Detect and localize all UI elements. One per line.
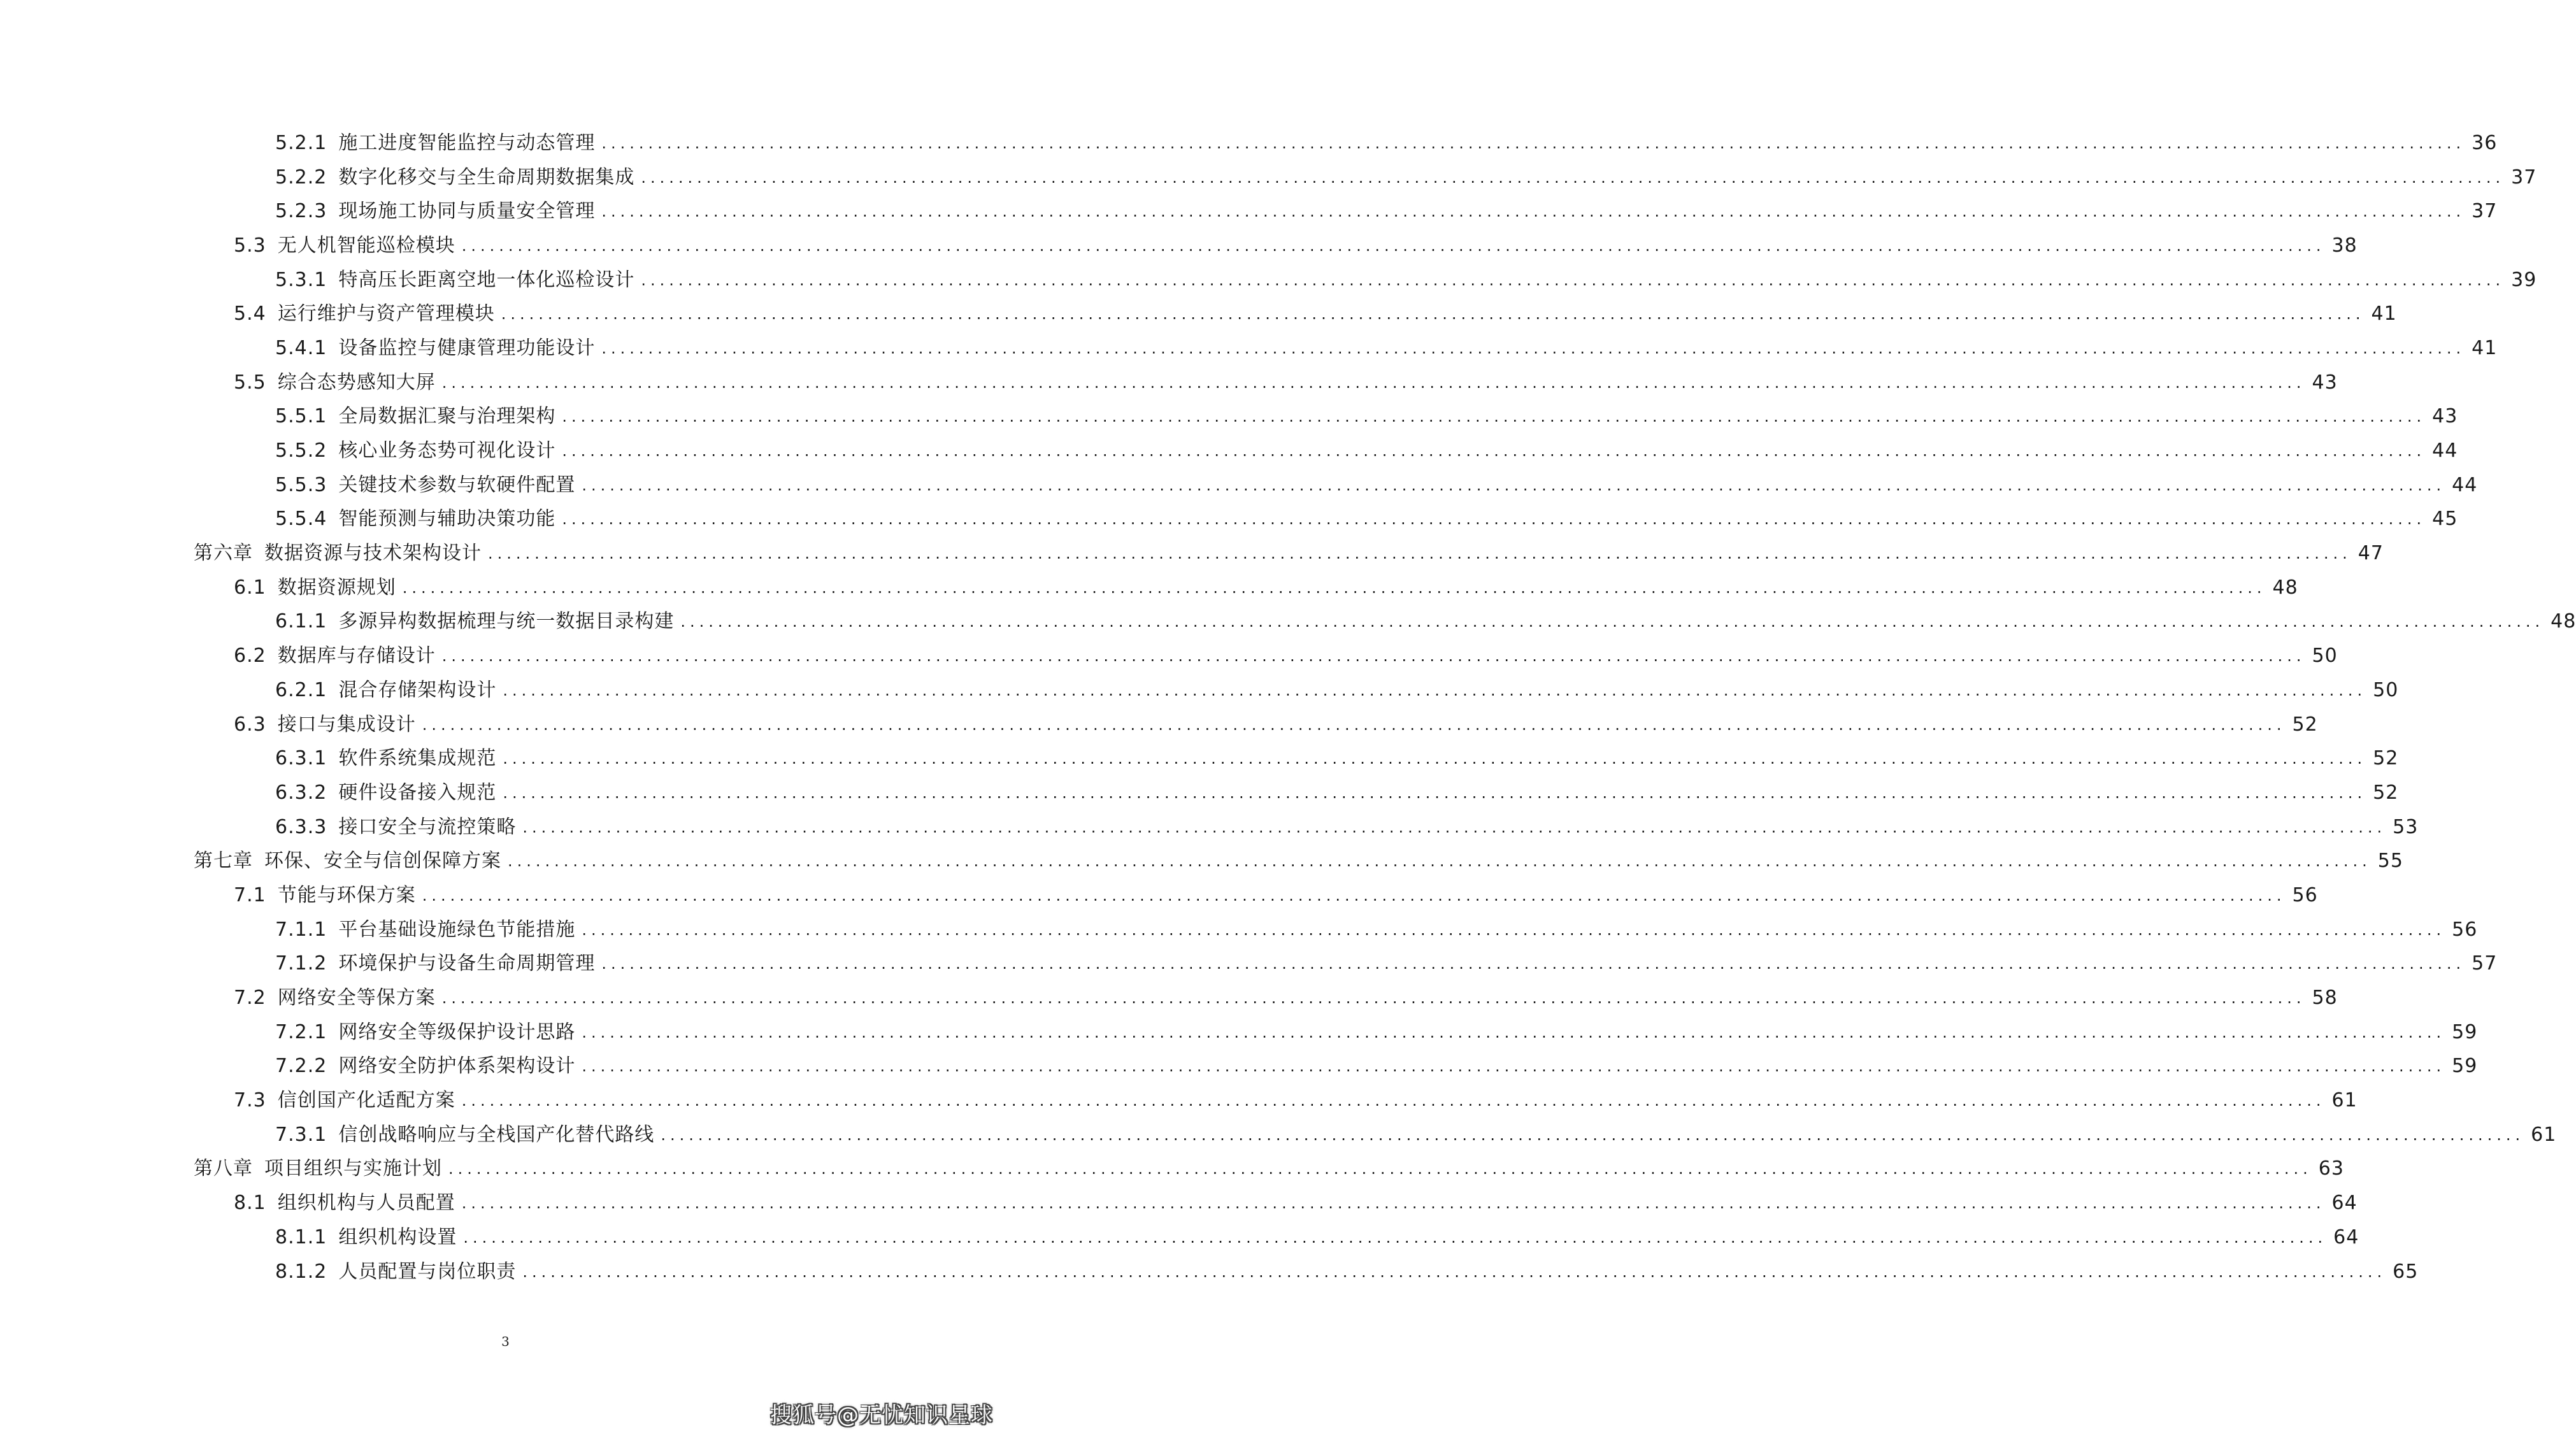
toc-entry-title: 软件系统集成规范 (338, 747, 497, 770)
toc-entry[interactable] (0, 1255, 2419, 1289)
toc-entry[interactable] (0, 1083, 2358, 1118)
toc-entry-title: 节能与环保方案 (277, 883, 416, 906)
toc-dot-leader: ........................................................................................................................................................................................................ (562, 408, 2426, 426)
toc-entry-page: 50 (2312, 645, 2338, 668)
toc-dot-leader: ........................................................................................................................................................................................................ (562, 442, 2426, 461)
toc-entry-page: 37 (2472, 200, 2498, 223)
table-of-contents (0, 126, 2576, 1289)
toc-entry-number: 第六章 (194, 542, 253, 565)
toc-entry-page: 61 (2531, 1123, 2557, 1146)
toc-entry-title: 全局数据汇聚与治理架构 (338, 405, 556, 428)
toc-entry[interactable] (0, 1050, 2478, 1084)
toc-entry[interactable] (0, 571, 2298, 605)
toc-entry[interactable] (0, 126, 2498, 161)
toc-entry-number: 5.2.1 (275, 131, 327, 154)
toc-entry-page: 47 (2358, 542, 2384, 565)
toc-entry-title: 组织机构与人员配置 (277, 1192, 455, 1215)
toc-entry-title: 数据资源规划 (277, 576, 396, 599)
toc-dot-leader: ........................................................................................................................................................................................................ (503, 783, 2367, 802)
toc-entry[interactable] (0, 263, 2537, 297)
toc-entry-title: 综合态势感知大屏 (277, 371, 436, 394)
toc-entry-number: 6.1.1 (275, 610, 327, 633)
toc-entry-title: 设备监控与健康管理功能设计 (338, 336, 596, 359)
toc-entry[interactable] (0, 913, 2478, 947)
toc-dot-leader: ........................................................................................................................................................................................................ (461, 1092, 2326, 1110)
toc-entry[interactable] (0, 878, 2318, 913)
toc-entry-number: 7.1.2 (275, 952, 327, 975)
toc-entry-number: 5.5.4 (275, 508, 327, 531)
toc-entry-page: 36 (2472, 131, 2498, 154)
toc-entry[interactable] (0, 229, 2358, 263)
toc-entry[interactable] (0, 503, 2458, 537)
toc-entry[interactable] (0, 1186, 2358, 1220)
toc-entry-title: 环保、安全与信创保障方案 (264, 850, 501, 873)
toc-entry-page: 39 (2511, 268, 2537, 291)
toc-entry-title: 现场施工协同与质量安全管理 (338, 200, 596, 223)
toc-entry-title: 组织机构设置 (338, 1226, 457, 1248)
toc-dot-leader: ........................................................................................................................................................................................................ (508, 852, 2372, 871)
toc-entry-page: 63 (2318, 1157, 2344, 1180)
toc-entry-page: 52 (2373, 781, 2399, 804)
toc-entry-page: 56 (2452, 918, 2478, 941)
toc-entry-page: 64 (2333, 1226, 2359, 1248)
toc-entry-title: 接口与集成设计 (277, 713, 416, 736)
toc-entry[interactable] (0, 331, 2498, 366)
toc-entry-number: 6.3 (234, 713, 266, 736)
toc-entry-page: 57 (2472, 952, 2498, 975)
toc-entry[interactable] (0, 810, 2419, 845)
toc-entry-title: 智能预测与辅助决策功能 (338, 508, 556, 531)
toc-entry-page: 48 (2272, 576, 2298, 599)
toc-dot-leader: ........................................................................................................................................................................................................ (461, 236, 2326, 255)
toc-entry-title: 接口安全与流控策略 (338, 815, 517, 838)
toc-entry[interactable] (0, 708, 2318, 742)
toc-dot-leader: ........................................................................................................................................................................................................ (601, 134, 2466, 152)
toc-entry-number: 5.5 (234, 371, 266, 394)
toc-entry-number: 6.3.3 (275, 815, 327, 838)
toc-entry-title: 特高压长距离空地一体化巡检设计 (338, 268, 635, 291)
toc-dot-leader: ........................................................................................................................................................................................................ (448, 1160, 2312, 1178)
toc-entry-number: 7.2.1 (275, 1020, 327, 1043)
toc-entry-page: 38 (2331, 234, 2358, 257)
toc-entry-page: 52 (2373, 747, 2399, 770)
toc-entry[interactable] (0, 194, 2498, 229)
toc-entry-title: 核心业务态势可视化设计 (338, 440, 556, 462)
toc-entry-number: 5.2.2 (275, 166, 327, 189)
toc-entry-number: 6.2 (234, 645, 266, 668)
toc-entry-number: 8.1.2 (275, 1260, 327, 1283)
toc-dot-leader: ........................................................................................................................................................................................................ (522, 818, 2387, 836)
toc-entry-number: 5.3 (234, 234, 266, 257)
toc-entry[interactable] (0, 1152, 2344, 1187)
toc-dot-leader: ........................................................................................................................................................................................................ (441, 373, 2306, 392)
toc-entry-page: 52 (2292, 713, 2318, 736)
toc-entry-page: 48 (2551, 610, 2576, 633)
toc-dot-leader: ........................................................................................................................................................................................................ (441, 647, 2306, 666)
toc-dot-leader: ........................................................................................................................................................................................................ (601, 955, 2466, 973)
toc-entry-title: 施工进度智能监控与动态管理 (338, 131, 596, 154)
toc-entry[interactable] (0, 1015, 2478, 1050)
toc-entry-title: 混合存储架构设计 (338, 678, 497, 701)
toc-entry-page: 55 (2377, 850, 2403, 873)
toc-dot-leader: ........................................................................................................................................................................................................ (463, 1228, 2328, 1247)
toc-entry[interactable] (0, 1220, 2359, 1255)
toc-dot-leader: ........................................................................................................................................................................................................ (422, 886, 2286, 904)
toc-entry-title: 信创战略响应与全栈国产化替代路线 (338, 1123, 655, 1146)
toc-dot-leader: ........................................................................................................................................................................................................ (582, 1057, 2446, 1076)
toc-entry[interactable] (0, 400, 2458, 434)
toc-entry-number: 7.3 (234, 1089, 266, 1112)
toc-entry-number: 5.2.3 (275, 200, 327, 223)
toc-entry-page: 44 (2452, 473, 2478, 496)
toc-dot-leader: ........................................................................................................................................................................................................ (522, 1262, 2387, 1281)
toc-entry-page: 61 (2331, 1089, 2358, 1112)
toc-entry-title: 多源异构数据梳理与统一数据目录构建 (338, 610, 675, 633)
toc-entry-number: 6.1 (234, 576, 266, 599)
toc-entry-number: 7.1 (234, 883, 266, 906)
toc-dot-leader: ........................................................................................................................................................................................................ (582, 920, 2446, 939)
toc-entry-number: 5.4 (234, 303, 266, 325)
toc-entry-title: 人员配置与岗位职责 (338, 1260, 517, 1283)
toc-entry[interactable] (0, 947, 2498, 982)
toc-entry-number: 7.2 (234, 987, 266, 1010)
toc-entry-title: 运行维护与资产管理模块 (277, 303, 495, 325)
toc-entry-title: 硬件设备接入规范 (338, 781, 497, 804)
toc-entry-number: 5.5.1 (275, 405, 327, 428)
toc-entry-title: 无人机智能巡检模块 (277, 234, 455, 257)
toc-entry-page: 43 (2432, 405, 2458, 428)
toc-entry-page: 44 (2432, 440, 2458, 462)
toc-entry-page: 41 (2371, 303, 2397, 325)
toc-dot-leader: ........................................................................................................................................................................................................ (503, 681, 2367, 699)
toc-entry-number: 6.3.2 (275, 781, 327, 804)
toc-entry-page: 59 (2452, 1020, 2478, 1043)
watermark: 搜狐号@无忧知识星球 (770, 1403, 993, 1428)
toc-entry[interactable] (0, 1118, 2557, 1152)
toc-entry-page: 53 (2393, 815, 2419, 838)
toc-entry-title: 平台基础设施绿色节能措施 (338, 918, 576, 941)
toc-entry[interactable] (0, 741, 2399, 776)
toc-entry-page: 45 (2432, 508, 2458, 531)
toc-entry-page: 65 (2393, 1260, 2419, 1283)
toc-entry-number: 7.2.2 (275, 1055, 327, 1078)
toc-entry-title: 数据资源与技术架构设计 (264, 542, 482, 565)
toc-entry[interactable] (0, 776, 2399, 810)
toc-entry-number: 5.5.2 (275, 440, 327, 462)
toc-dot-leader: ........................................................................................................................................................................................................ (422, 715, 2286, 734)
toc-dot-leader: ........................................................................................................................................................................................................ (503, 750, 2367, 768)
toc-entry-page: 59 (2452, 1055, 2478, 1078)
toc-entry[interactable] (0, 468, 2478, 503)
toc-dot-leader: ........................................................................................................................................................................................................ (601, 339, 2466, 357)
toc-entry[interactable] (0, 673, 2399, 708)
toc-dot-leader: ........................................................................................................................................................................................................ (680, 613, 2545, 631)
toc-entry[interactable] (0, 366, 2338, 400)
toc-entry-page: 41 (2472, 336, 2498, 359)
toc-dot-leader: ........................................................................................................................................................................................................ (582, 476, 2446, 494)
toc-entry[interactable] (0, 161, 2537, 195)
toc-dot-leader: ........................................................................................................................................................................................................ (441, 989, 2306, 1008)
toc-dot-leader: ........................................................................................................................................................................................................ (562, 510, 2426, 529)
toc-entry-page: 58 (2312, 987, 2338, 1010)
toc-entry-number: 6.2.1 (275, 678, 327, 701)
toc-entry-page: 43 (2312, 371, 2338, 394)
toc-dot-leader: ........................................................................................................................................................................................................ (501, 305, 2365, 324)
toc-entry-title: 网络安全等级保护设计思路 (338, 1020, 576, 1043)
toc-dot-leader: ........................................................................................................................................................................................................ (661, 1126, 2525, 1144)
toc-entry-title: 网络安全防护体系架构设计 (338, 1055, 576, 1078)
toc-entry-number: 第七章 (194, 850, 253, 873)
toc-entry-title: 数据库与存储设计 (277, 645, 436, 668)
toc-entry-title: 信创国产化适配方案 (277, 1089, 455, 1112)
toc-entry-number: 5.3.1 (275, 268, 327, 291)
toc-entry-title: 项目组织与实施计划 (264, 1157, 442, 1180)
toc-entry-number: 第八章 (194, 1157, 253, 1180)
toc-entry-title: 环境保护与设备生命周期管理 (338, 952, 596, 975)
toc-entry-page: 50 (2373, 678, 2399, 701)
toc-entry[interactable] (0, 639, 2338, 673)
toc-entry-number: 7.1.1 (275, 918, 327, 941)
toc-entry-title: 关键技术参数与软硬件配置 (338, 473, 576, 496)
toc-dot-leader: ........................................................................................................................................................................................................ (601, 203, 2466, 221)
toc-entry-title: 数字化移交与全生命周期数据集成 (338, 166, 635, 189)
toc-entry-number: 6.3.1 (275, 747, 327, 770)
toc-entry-page: 64 (2331, 1192, 2358, 1215)
toc-entry[interactable] (0, 844, 2403, 878)
toc-entry-number: 8.1 (234, 1192, 266, 1215)
toc-entry[interactable] (0, 434, 2458, 468)
toc-entry-page: 37 (2511, 166, 2537, 189)
toc-dot-leader: ........................................................................................................................................................................................................ (641, 168, 2505, 187)
toc-dot-leader: ........................................................................................................................................................................................................ (641, 271, 2505, 289)
toc-entry[interactable] (0, 981, 2338, 1015)
toc-dot-leader: ........................................................................................................................................................................................................ (582, 1023, 2446, 1041)
toc-entry[interactable] (0, 297, 2397, 331)
toc-dot-leader: ........................................................................................................................................................................................................ (488, 545, 2352, 563)
toc-dot-leader: ........................................................................................................................................................................................................ (402, 578, 2266, 597)
toc-entry[interactable] (0, 536, 2384, 571)
page-number: 3 (501, 1334, 510, 1349)
toc-entry-number: 5.5.3 (275, 473, 327, 496)
toc-entry-number: 5.4.1 (275, 336, 327, 359)
toc-entry-number: 7.3.1 (275, 1123, 327, 1146)
toc-dot-leader: ........................................................................................................................................................................................................ (461, 1194, 2326, 1213)
toc-entry-number: 8.1.1 (275, 1226, 327, 1248)
toc-entry[interactable] (0, 605, 2576, 640)
toc-entry-title: 网络安全等保方案 (277, 987, 436, 1010)
toc-entry-page: 56 (2292, 883, 2318, 906)
